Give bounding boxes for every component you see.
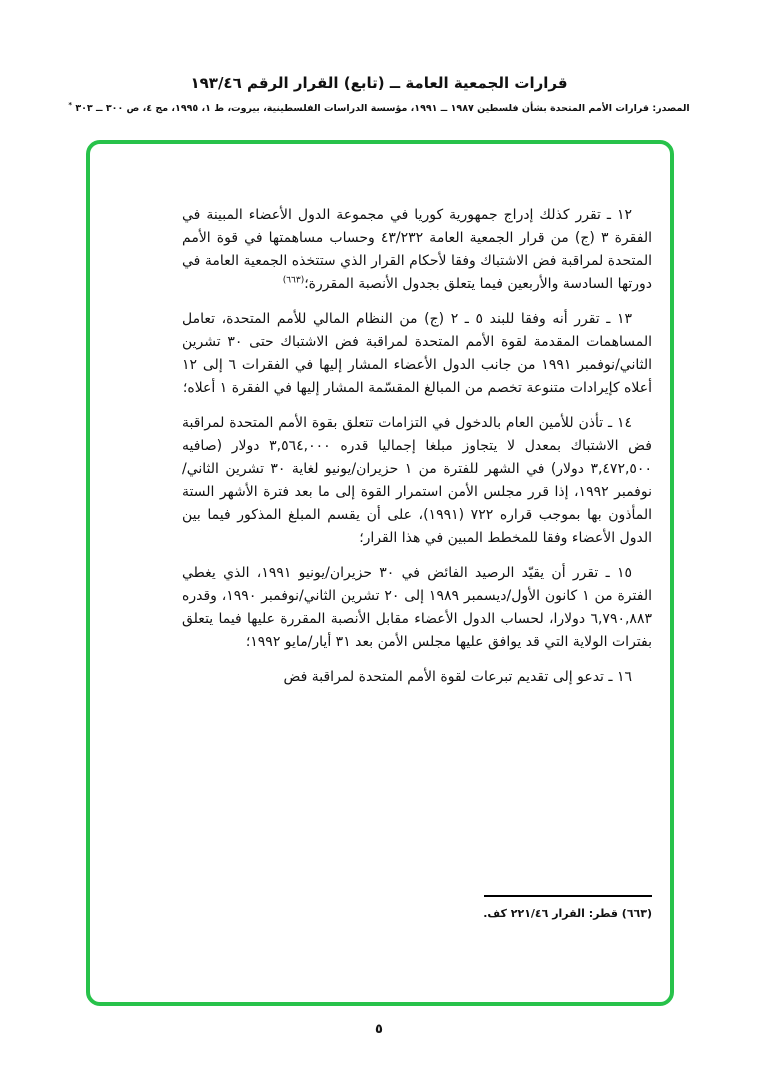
page-header — [0, 74, 758, 114]
paragraph-12 — [182, 204, 652, 296]
page-number: ٥ — [375, 1022, 383, 1037]
paragraph-13: ١٣ ـ تقرر أنه وفقا للبند ٥ ـ ٢ (ج) من النظام المالي للأمم المتحدة، تعامل المساهمات المقدمة لقوة الأمم المتحدة لمراقبة فض الاشتباك حتى ٣٠ تشرين الثاني/نوفمبر ١٩٩١ من جانب الدول الأعضاء المشار إليها في الفقرات ٦ إلى ١٢ أعلاه كإيرادات متنوعة تخصم من المبالغ المقسّمة المشار إليها في الفقرة ١ أعلاه؛ — [182, 311, 652, 396]
footnote-text: (٦٦٣) قطر: القرار ٢٢١/٤٦ كف. — [483, 907, 652, 920]
footnote-divider — [484, 895, 652, 897]
content-border-box — [86, 140, 674, 1006]
paragraph-15: ١٥ ـ تقرر أن يقيّد الرصيد الفائض في ٣٠ حزيران/يونيو ١٩٩١، الذي يغطي الفترة من ١ كانون الأول/ديسمبر ١٩٨٩ إلى ٢٠ تشرين الثاني/نوفمبر ١٩٩٠، وقدره ٦,٧٩٠,٨٨٣ دولارا، لحساب الدول الأعضاء مقابل الأنصبة المقررة عليها فيما يتعلق بفترات الولاية التي قد يوافق عليها مجلس الأمن بعد ٣١ أيار/مايو ١٩٩٢؛ — [182, 565, 652, 650]
paragraph-12-text: ١٢ ـ تقرر كذلك إدراج جمهورية كوريا في مجموعة الدول الأعضاء المبينة في الفقرة ٣ (ج) من قرار الجمعية العامة ٤٣/٢٣٢ وحساب مساهمتها في قوة الأمم المتحدة لمراقبة فض الاشتباك وفقا لأحكام القرار الذي ستتخذه الجمعية العامة في دورتها السادسة والأربعين فيما يتعلق بجدول الأنصبة المقررة؛ — [182, 207, 652, 292]
body-text — [182, 204, 652, 689]
paragraph-16: ١٦ ـ تدعو إلى تقديم تبرعات لقوة الأمم المتحدة لمراقبة فض — [283, 669, 632, 685]
page-title: قرارات الجمعية العامة ــ (تابع) القرار الرقم ١٩٣/٤٦ — [190, 74, 568, 92]
source-line — [0, 101, 758, 114]
footnote-ref: (٦٦٣) — [282, 275, 305, 286]
source-text: المصدر: قرارات الأمم المتحدة بشأن فلسطين ١٩٨٧ ــ ١٩٩١، مؤسسة الدراسات الفلسطينية، بيروت، ط ١، ١٩٩٥، مج ٤، ص ٣٠٠ ــ ٣٠٣ — [75, 103, 690, 115]
footnote-area — [182, 895, 652, 920]
paragraph-14: ١٤ ـ تأذن للأمين العام بالدخول في التزامات تتعلق بقوة الأمم المتحدة لمراقبة فض الاشتباك بمعدل لا يتجاوز مبلغا إجماليا قدره ٣,٥٦٤,٠٠٠ دولار (صافيه ٣,٤٧٢,٥٠٠ دولار) في الشهر للفترة من ١ حزيران/يونيو لغاية ٣٠ تشرين الثاني/نوفمبر ١٩٩٢، إذا قرر مجلس الأمن استمرار القوة إلى ما بعد فترة الأشهر الستة المأذون بها بموجب قراره ٧٢٢ (١٩٩١)، على أن يقسم المبلغ المذكور فيما بين الدول الأعضاء وفقا للمخطط المبين في هذا القرار؛ — [182, 415, 653, 546]
source-footnote-mark: * — [68, 101, 73, 109]
